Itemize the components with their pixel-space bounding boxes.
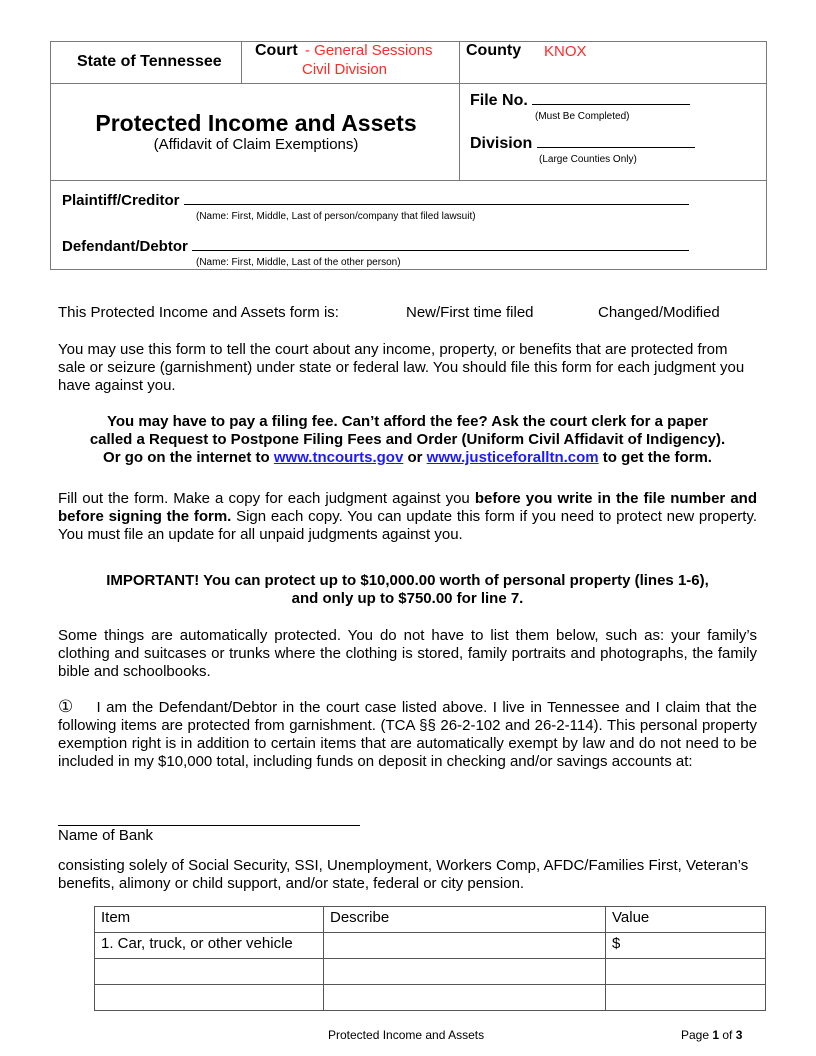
claim-paragraph [58, 698, 757, 771]
col-describe-header: Describe [324, 907, 606, 933]
plaintiff-row [62, 192, 689, 209]
defendant-row [62, 238, 689, 255]
filing-fee-notice [58, 413, 757, 467]
auto-protected-paragraph: Some things are automatically protected. You do not have to list them below, such as: your family’s clothing and suitcases or trunks where the clothing is stored, family portraits and photographs, the family bible and schoolbooks. [58, 627, 757, 680]
plaintiff-label: Plaintiff/Creditor [62, 192, 180, 209]
page-prefix: Page [681, 1028, 713, 1042]
form-subtitle: (Affidavit of Claim Exemptions) [153, 136, 359, 153]
division-field[interactable] [537, 135, 695, 148]
important-line-2: and only up to $750.00 for line 7. [291, 590, 524, 607]
bank-name-field[interactable] [58, 825, 360, 826]
value-cell[interactable]: $ [606, 933, 766, 959]
court-value-line2[interactable]: Civil Division [302, 61, 388, 78]
division-note: (Large Counties Only) [539, 154, 637, 165]
plaintiff-field[interactable] [184, 192, 689, 205]
file-no-note: (Must Be Completed) [535, 111, 630, 122]
defendant-field[interactable] [192, 238, 689, 251]
intro-paragraph: You may use this form to tell the court about any income, property, or benefits that are protected from sale or seizure (garnishment) under state or federal law. You should file this form for each judgment you have against you. [58, 341, 745, 394]
option-new-first-time[interactable]: New/First time filed [406, 304, 534, 321]
describe-cell[interactable] [324, 933, 606, 959]
fee-line-1: You may have to pay a filing fee. Can’t afford the fee? Ask the court clerk for a paper [107, 413, 708, 430]
tncourts-link[interactable]: www.tncourts.gov [273, 449, 404, 466]
file-no-field[interactable] [532, 92, 690, 105]
defendant-note: (Name: First, Middle, Last of the other person) [196, 257, 401, 268]
plaintiff-note: (Name: First, Middle, Last of person/company that filed lawsuit) [196, 211, 476, 222]
option-changed-modified[interactable]: Changed/Modified [598, 304, 720, 321]
table-row [95, 959, 766, 985]
col-value-header: Value [606, 907, 766, 933]
fee-line-2: called a Request to Postpone Filing Fees and Order (Uniform Civil Affidavit of Indigency). [89, 431, 726, 448]
page-mid: of [719, 1028, 736, 1042]
defendant-label: Defendant/Debtor [62, 238, 188, 255]
item-1-marker: ① [58, 697, 75, 716]
consisting-paragraph: consisting solely of Social Security, SSI, Unemployment, Workers Comp, AFDC/Families First, Veteran’s benefits, alimony or child support, and/or state, federal or city pension. [58, 857, 749, 892]
justiceforalltn-link[interactable]: www.justiceforalltn.com [426, 449, 599, 466]
fill-c: Sign each copy. You can update this form if you need to protect new property. You must file an update for all unpaid judgments against you. [58, 508, 757, 543]
division-row [470, 135, 695, 153]
item-cell: 1. Car, truck, or other vehicle [95, 933, 324, 959]
important-line-1: IMPORTANT! You can protect up to $10,000.00 worth of personal property (lines 1-6), [106, 572, 709, 589]
file-no-label: File No. [470, 92, 528, 109]
describe-cell[interactable] [324, 959, 606, 985]
value-cell[interactable] [606, 959, 766, 985]
state-label: State of Tennessee [77, 53, 222, 70]
form-title: Protected Income and Assets [95, 110, 417, 136]
table-row [95, 985, 766, 1011]
form-status-intro: This Protected Income and Assets form is: [58, 304, 339, 321]
page-indicator [681, 1028, 742, 1042]
table-header-row [95, 907, 766, 933]
item-1-text: I am the Defendant/Debtor in the court case listed above. I live in Tennessee and I claim that the following items are protected from garnishment. (TCA §§ 26-2-102 and 26-2-114). This personal property exemption right is in addition to certain items that are automatically exempt by law and do not need to be included in my $10,000 total, including funds on deposit in checking and/or savings accounts at: [58, 699, 757, 770]
fill-out-instructions [58, 490, 757, 544]
bank-name-label: Name of Bank [58, 827, 154, 844]
fill-b: before you write in the file number and before signing the form. [58, 490, 757, 525]
court-label: Court [255, 42, 298, 59]
col-item-header: Item [95, 907, 324, 933]
items-table [94, 906, 766, 1011]
fee-line-3-b: or [403, 449, 427, 466]
table-row [95, 933, 766, 959]
footer-title: Protected Income and Assets [328, 1028, 485, 1042]
important-notice [58, 572, 757, 608]
item-cell[interactable] [95, 985, 324, 1011]
describe-cell[interactable] [324, 985, 606, 1011]
county-value[interactable]: KNOX [544, 43, 587, 60]
county-label: County [466, 42, 522, 59]
fee-line-3 [58, 449, 757, 467]
file-no-row [470, 92, 690, 110]
court-value-line1[interactable]: - General Sessions [305, 42, 433, 59]
page-total: 3 [735, 1028, 743, 1042]
item-cell[interactable] [95, 959, 324, 985]
fee-line-3-a: Or go on the internet to [103, 449, 274, 466]
fee-line-3-c: to get the form. [598, 449, 712, 466]
page-number: 1 [712, 1028, 720, 1042]
value-cell[interactable] [606, 985, 766, 1011]
division-label: Division [470, 135, 533, 152]
fill-a: Fill out the form. Make a copy for each judgment against you [58, 490, 475, 507]
